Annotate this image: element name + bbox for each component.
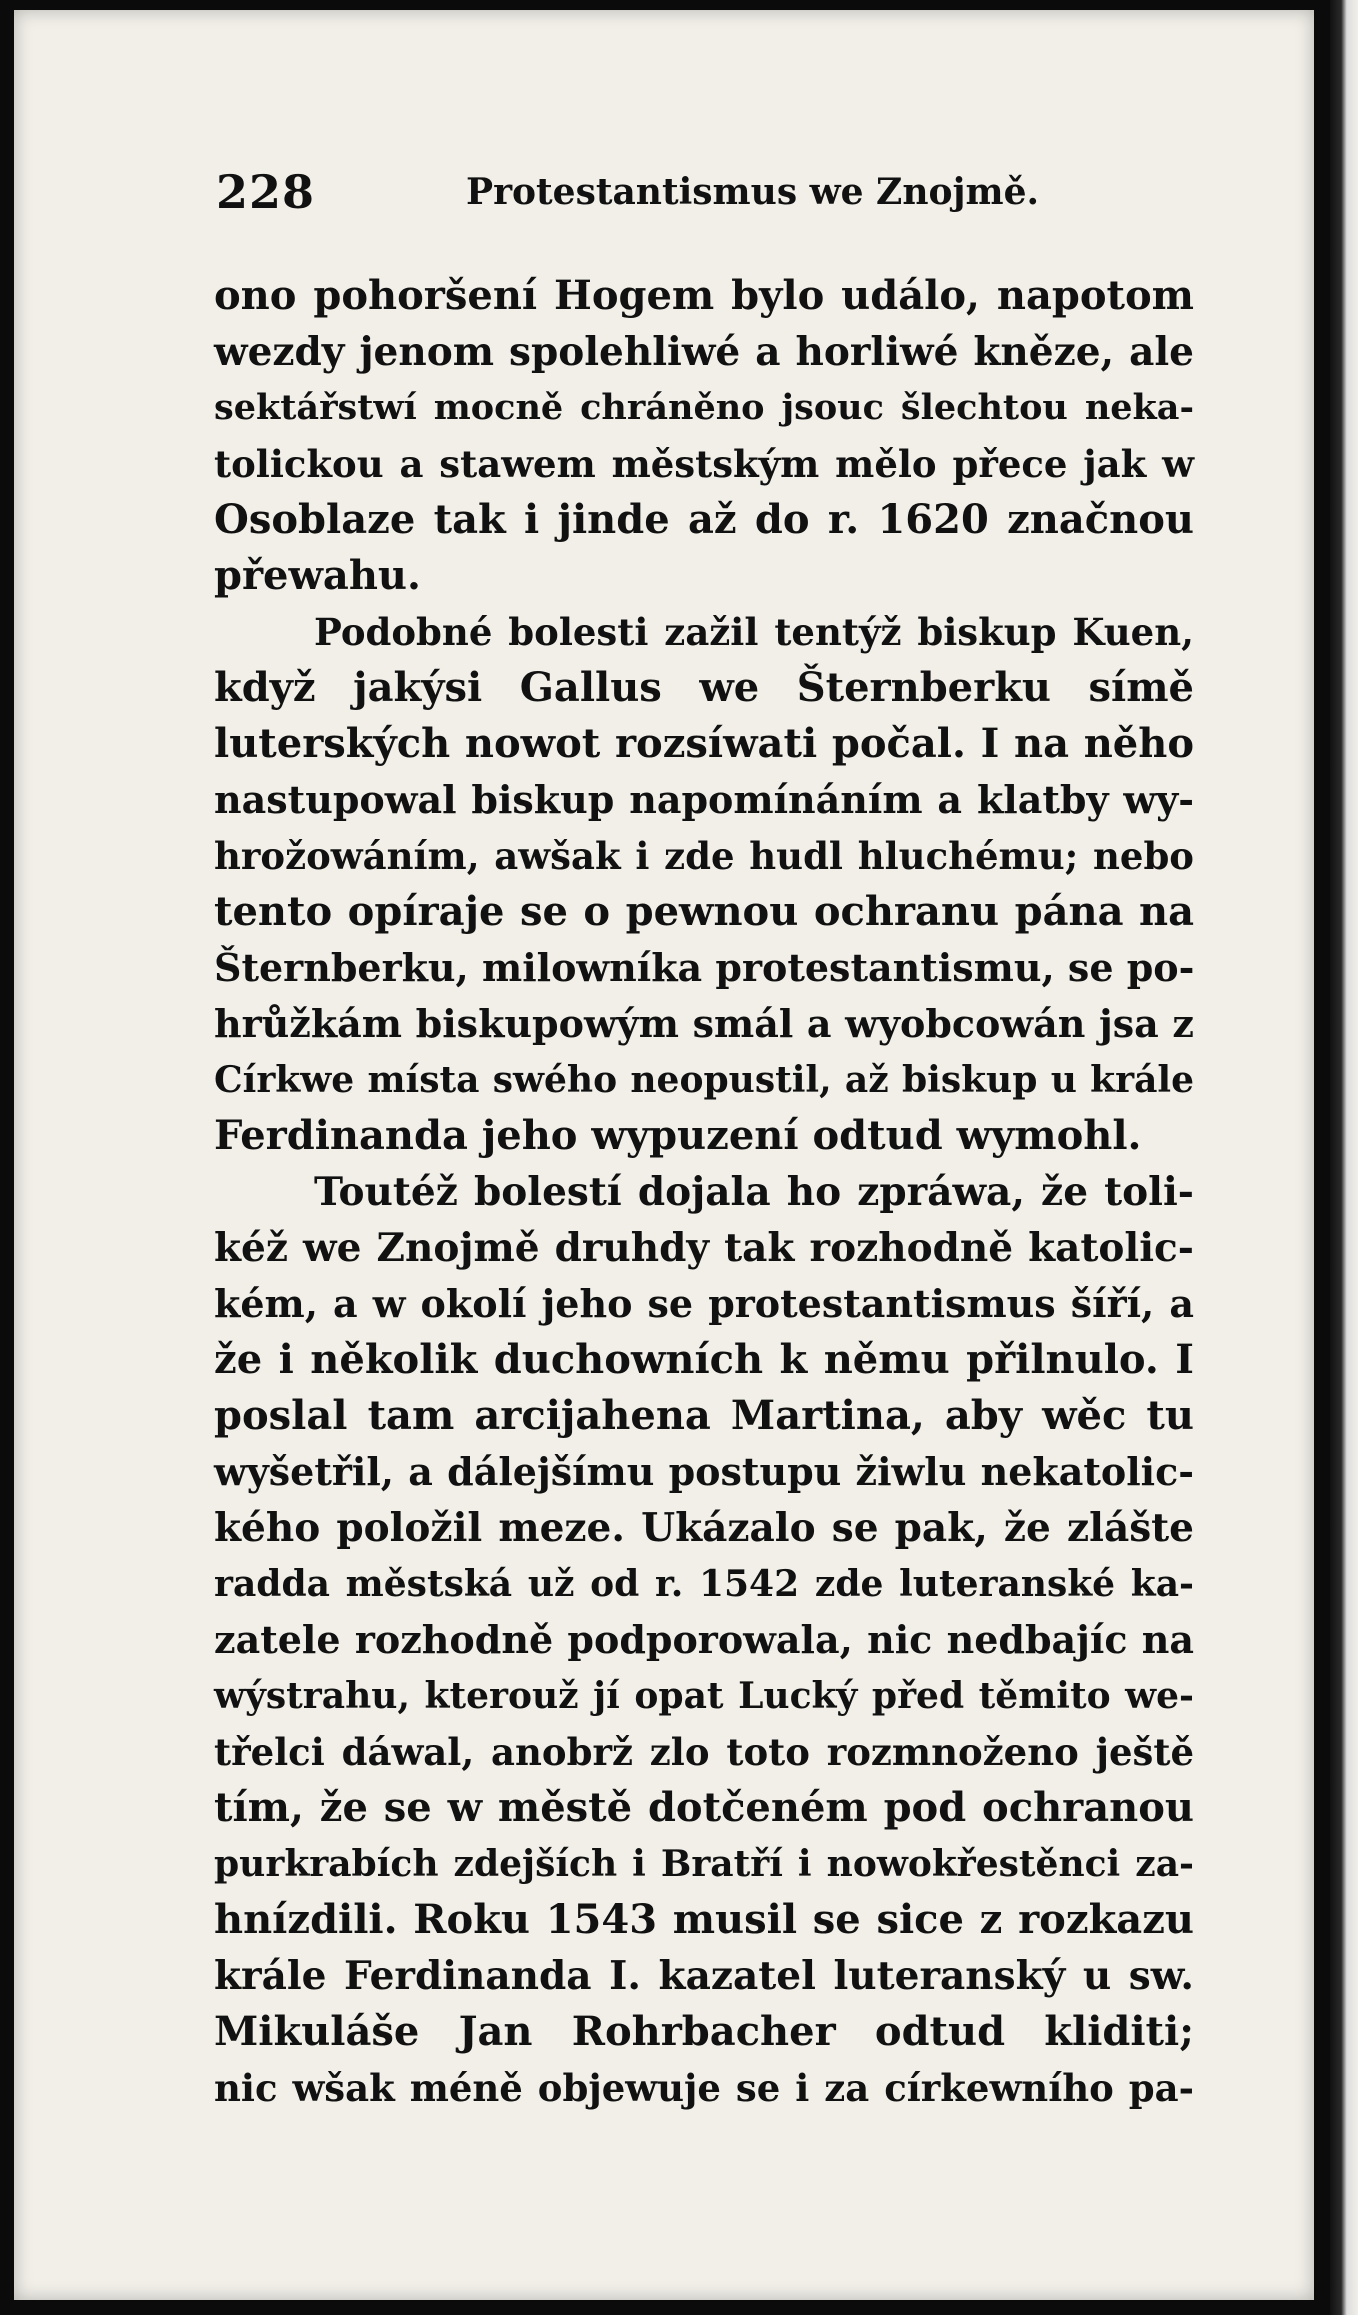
text-line: Šternberku, milowníka protestantismu, se po- — [214, 945, 1195, 990]
text-line: hrožowáním, awšak i zde hudl hluchému; nebo — [214, 834, 1194, 878]
text-line: Církwe místa swého neopustil, až biskup u krále — [214, 1059, 1194, 1101]
text-line: tolickou a stawem městským mělo přece jak w — [214, 442, 1194, 486]
text-line: kém, a w okolí jeho se protestantismus šíří, a — [214, 1281, 1194, 1326]
text-line: ono pohoršení Hogem bylo událo, napotom — [214, 272, 1194, 319]
text-line: tento opíraje se o pewnou ochranu pána na — [214, 888, 1194, 935]
text-line: purkrabích zdejších i Bratří i nowokřestěnci za- — [214, 1843, 1194, 1885]
page-number: 228 — [216, 165, 316, 219]
text-line: přewahu. — [214, 552, 421, 599]
text-line: Mikuláše Jan Rohrbacher odtud kliditi; — [214, 2008, 1194, 2055]
text-line: nic wšak méně objewuje se i za církewního pa- — [214, 2066, 1194, 2110]
text-line: třelci dáwal, anobrž zlo toto rozmnoženo ještě — [214, 1730, 1194, 1774]
text-line: radda městská už od r. 1542 zde luteranské ka- — [214, 1563, 1194, 1605]
text-line: Toutéž bolestí dojala ho zpráwa, že toli- — [314, 1169, 1194, 1215]
text-line: wýstrahu, kterouž jí opat Lucký před těmito we- — [214, 1675, 1194, 1717]
page-edge — [1330, 0, 1358, 2315]
text-line: když jakýsi Gallus we Šternberku símě — [214, 664, 1194, 711]
text-line: že i několik duchowních k němu přilnulo. I — [214, 1336, 1194, 1383]
text-line: nastupowal biskup napomínáním a klatby wy- — [214, 777, 1194, 822]
text-line: tím, že se w městě dotčeném pod ochranou — [214, 1784, 1194, 1831]
text-line: Ferdinanda jeho wypuzení odtud wymohl. — [214, 1112, 1142, 1159]
text-line: wezdy jenom spolehliwé a horliwé kněze, ale — [214, 329, 1194, 375]
text-line: wyšetřil, a dálejšímu postupu žiwlu nekatolic- — [214, 1449, 1194, 1494]
text-line: zatele rozhodně podporowala, nic nedbajíc na — [214, 1617, 1194, 1662]
text-line: hnízdili. Roku 1543 musil se sice z rozkazu — [214, 1896, 1194, 1943]
text-line: Podobné bolesti zažil tentýž biskup Kuen, — [314, 610, 1194, 654]
text-line: luterských nowot rozsíwati počal. I na něho — [214, 720, 1194, 767]
text-line: poslal tam arcijahena Martina, aby wěc tu — [214, 1392, 1194, 1439]
text-line: kéž we Znojmě druhdy tak rozhodně katolic- — [214, 1225, 1194, 1271]
running-title: Protestantismus we Znojmě. — [466, 171, 1040, 213]
body-text — [214, 268, 1194, 2116]
text-line: krále Ferdinanda I. kazatel luteranský u sw. — [214, 1953, 1194, 1999]
text-line: hrůžkám biskupowým smál a wyobcowán jsa z — [214, 1001, 1194, 1046]
text-line: kého položil meze. Ukázalo se pak, že zlášte — [214, 1505, 1194, 1551]
page-header — [216, 165, 1196, 225]
text-line: sektářstwí mocně chráněno jsouc šlechtou neka- — [214, 387, 1194, 428]
text-line: Osoblaze tak i jinde až do r. 1620 značnou — [214, 496, 1194, 543]
